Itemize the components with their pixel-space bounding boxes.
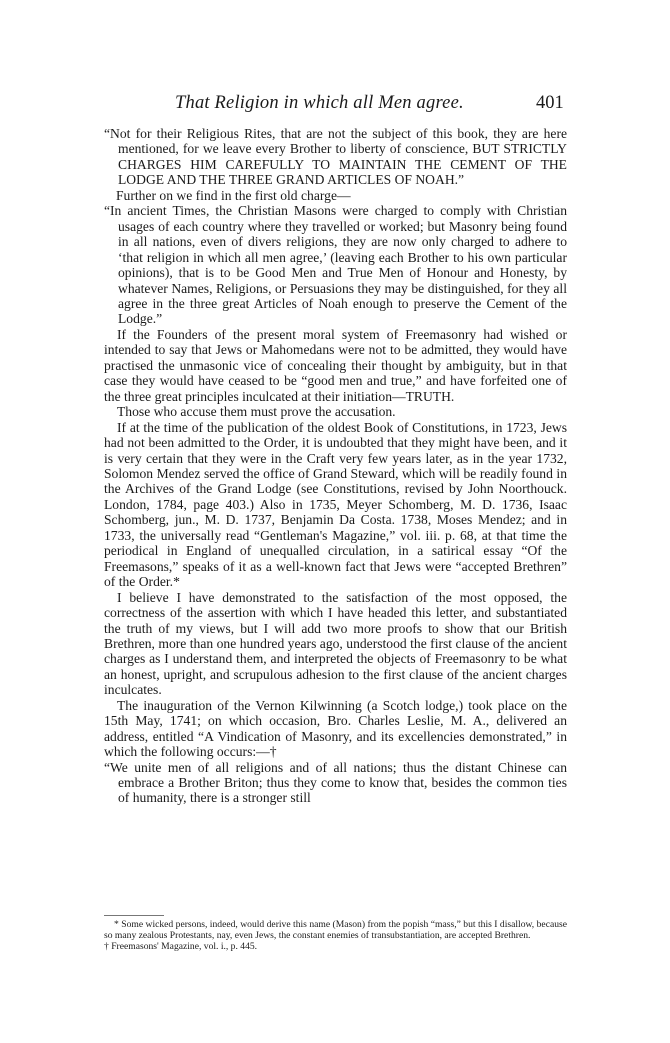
quote-paragraph: “Not for their Religious Rites, that are not the subject of this book, they are here mentioned, for we leave every Brother to liberty of conscience, BUT STRICTLY CHARGES HIM CAREFULLY TO MAINTAIN THE CEMENT OF THE LODGE AND THE THREE GRAND ARTICLES OF NOAH.” [104,126,567,188]
text-paragraph: Further on we find in the first old charge— [116,187,351,203]
page-header [0,93,670,117]
quote-paragraph: “We unite men of all religions and of all nations; thus the distant Chinese can embrace a Brother Briton; thus they come to know that, besides the common ties of humanity, there is a stronger still [104,759,567,806]
text-paragraph: Those who accuse them must prove the accusation. [117,404,396,420]
text-paragraph: The inauguration of the Vernon Kilwinning (a Scotch lodge,) took place on the 15th May, 1741; on which occasion, Bro. Charles Leslie, M. A., delivered an address, entitled “A Vindication of Masonry, and its excellencies demonstrated,” in which the following occurs:—† [104,697,567,760]
running-title: That Religion in which all Men agree. [175,93,464,113]
footnote: † Freemasons' Magazine, vol. i., p. 445. [104,941,258,953]
text-paragraph: If the Founders of the present moral system of Freemasonry had wished or intended to say that Jews or Mahomedans were not to be admitted, they would have practised the unmasonic vice of concealing their thought by ambiguity, but in that case they would have ceased to be “good men and true,” and have forfeited one of the three great principles inculcated at their initiation—TRUTH. [104,326,567,404]
page-number: 401 [536,93,564,113]
text-paragraph: If at the time of the publication of the oldest Book of Constitutions, in 1723, Jews had not been admitted to the Order, it is undoubted that they might have been, and it is very certain that they were in the Craft very few years later, as in the year 1732, Solomon Mendez served the office of Grand Steward, which will be readily found in the Archives of the Grand Lodge (see Constitutions, revised by John Noorthouck. London, 1784, page 403.) Also in 1735, Meyer Schomberg, M. D. 1736, Isaac Schomberg, jun., M. D. 1737, Benjamin Da Costa. 1738, Moses Mendez; and in 1733, the universally read “Gentleman's Magazine,” vol. iii. p. 68, at that time the periodical in England of unequalled circulation, in a satirical essay “Of the Freemasons,” speaks of it as a well-known fact that Jews were “accepted Brethren” of the Order.* [104,419,567,590]
footnote-rule [104,915,164,916]
text-paragraph: I believe I have demonstrated to the satisfaction of the most opposed, the correctness of the assertion with which I have headed this letter, and substantiated the truth of my views, but I will add two more proofs to show that our British Brethren, more than one hundred years ago, understood the first clause of the ancient charges as I understand them, and interpreted the objects of Freemasonry to be what an honest, upright, and scrupulous adhesion to the first clause of the ancient charges inculcates. [104,589,567,698]
quote-paragraph: “In ancient Times, the Christian Masons were charged to comply with Christian usages of each country where they travelled or worked; but Masonry being found in all nations, even of divers religions, they are now only charged to adhere to ‘that religion in which all men agree,’ (leaving each Brother to his own particular opinions), that is to be Good Men and True Men of Honour and Honesty, by whatever Names, Religions, or Persuasions they may be distinguished, for they all agree in the three great Articles of Noah enough to preserve the Cement of the Lodge.” [104,203,567,327]
footnote: * Some wicked persons, indeed, would derive this name (Mason) from the popish “mass,” but this I disallow, because so many zealous Protestants, nay, even Jews, the constant enemies of transubstantiation, are accepted Brethren. [104,919,567,942]
footnotes [104,915,567,953]
body-text [104,126,567,806]
